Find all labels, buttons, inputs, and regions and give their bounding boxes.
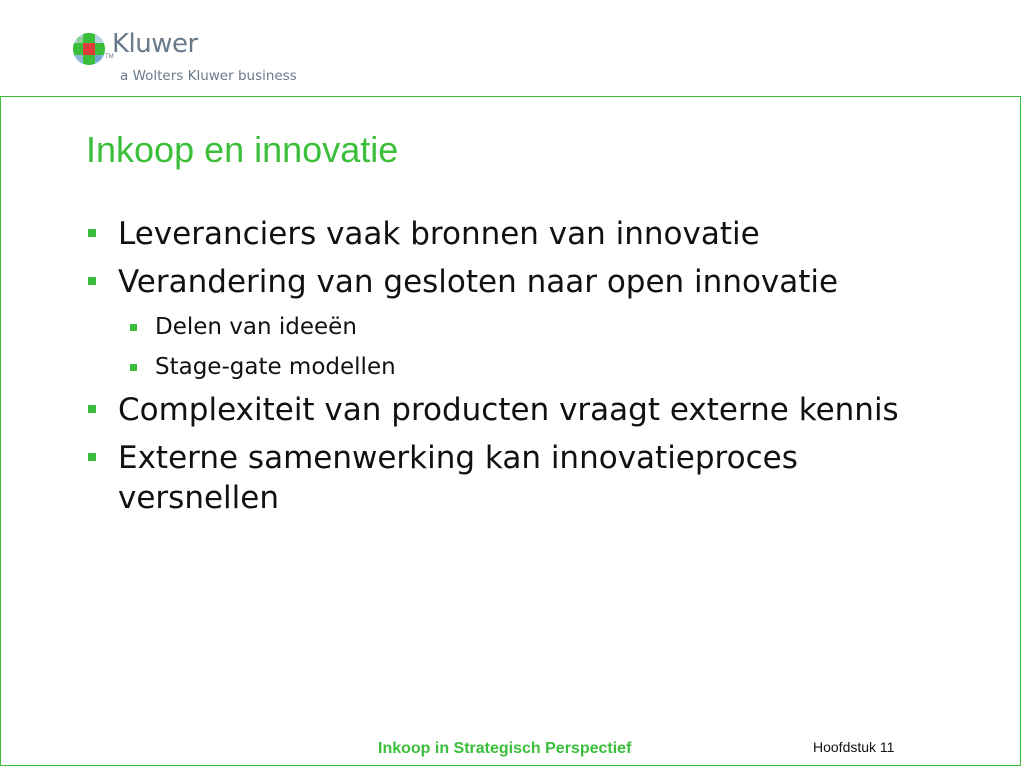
logo-tagline: a Wolters Kluwer business	[120, 68, 297, 84]
footer-chapter: Hoofdstuk 11	[813, 739, 895, 755]
sub-bullet-group	[86, 310, 946, 384]
square-bullet-icon	[88, 405, 96, 413]
square-bullet-icon	[130, 324, 137, 331]
square-bullet-icon	[88, 453, 96, 461]
bullet-item	[86, 214, 946, 254]
square-bullet-icon	[130, 364, 137, 371]
bullet-text: Verandering van gesloten naar open innovatie	[118, 264, 839, 300]
bullet-item	[86, 262, 946, 302]
sub-bullet-item	[86, 310, 946, 344]
bullet-text: Externe samenwerking kan innovatieproces versnellen	[118, 440, 798, 516]
bullet-text: Complexiteit van producten vraagt externe kennis	[118, 392, 899, 428]
footer-title: Inkoop in Strategisch Perspectief	[378, 740, 632, 757]
kluwer-logo-icon	[72, 32, 106, 66]
sub-bullet-item	[86, 350, 946, 384]
sub-bullet-list	[86, 310, 946, 384]
bullet-item	[86, 390, 946, 430]
square-bullet-icon	[88, 277, 96, 285]
bullet-text: Leveranciers vaak bronnen van innovatie	[118, 216, 760, 252]
sub-bullet-text: Stage-gate modellen	[155, 354, 396, 380]
logo-wordmark: Kluwer	[112, 29, 198, 59]
kluwer-logo	[72, 30, 312, 90]
square-bullet-icon	[88, 229, 96, 237]
logo-trademark: TM	[105, 54, 114, 60]
slide-title: Inkoop en innovatie	[86, 129, 399, 170]
sub-bullet-text: Delen van ideeën	[155, 314, 357, 340]
bullet-item	[86, 438, 946, 518]
bullet-list	[86, 214, 946, 526]
